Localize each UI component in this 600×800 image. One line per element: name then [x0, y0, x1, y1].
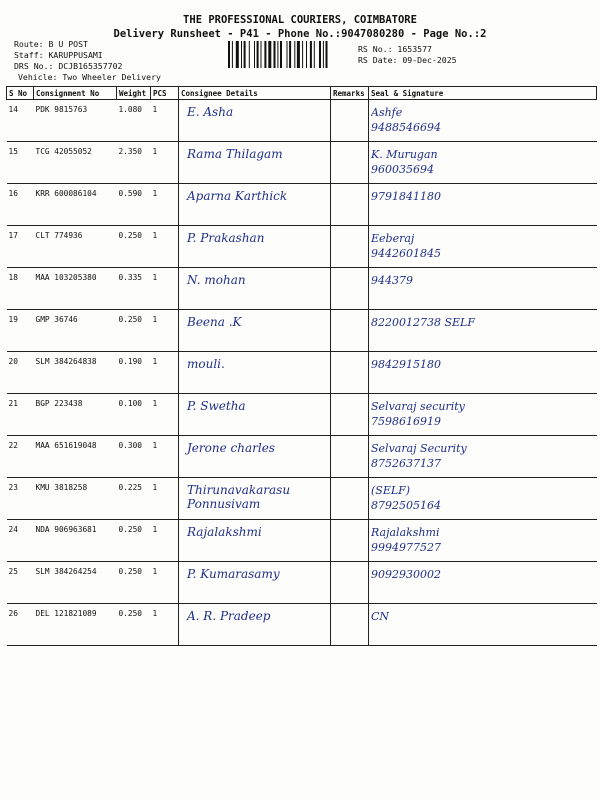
barcode-bar	[261, 41, 262, 68]
barcode-bar	[232, 41, 233, 68]
signature-phone: 8792505164	[371, 499, 441, 512]
row-consignee-details	[179, 268, 331, 310]
col-weight: Weight	[117, 87, 151, 100]
col-sno: S No	[7, 87, 34, 100]
consignee-name: Aparna Karthick	[187, 189, 288, 203]
barcode-bar	[326, 41, 328, 68]
row-consignee-details	[179, 310, 331, 352]
consignee-name: A. R. Pradeep	[187, 609, 271, 623]
row-weight: 0.250	[117, 520, 151, 562]
row-sno: 18	[7, 268, 34, 310]
row-pcs: 1	[151, 184, 179, 226]
barcode-bar	[236, 41, 239, 68]
row-pcs: 1	[151, 268, 179, 310]
drs-number: DRS No.: DCJB165357702	[14, 61, 123, 71]
barcode-bar	[314, 41, 315, 68]
row-remarks	[331, 100, 369, 142]
table-row	[7, 142, 597, 184]
col-remarks: Remarks	[331, 87, 369, 100]
barcode-bar	[268, 41, 271, 68]
signature-phone: 9842915180	[371, 358, 441, 371]
row-seal-signature	[369, 268, 597, 310]
barcode-bar	[264, 41, 266, 68]
row-sno: 15	[7, 142, 34, 184]
row-consignment-no: KRR 600086104	[34, 184, 117, 226]
row-consignee-details	[179, 352, 331, 394]
table-row	[7, 268, 597, 310]
row-pcs: 1	[151, 478, 179, 520]
row-sno: 14	[7, 100, 34, 142]
row-weight: 0.225	[117, 478, 151, 520]
consignee-name: Rajalakshmi	[187, 525, 262, 539]
consignee-name: P. Swetha	[187, 399, 246, 413]
row-sno: 21	[7, 394, 34, 436]
barcode-bar	[254, 41, 255, 68]
row-consignment-no: KMU 3818258	[34, 478, 117, 520]
signature-text: K. Murugan	[371, 148, 438, 161]
consignee-name: Thirunavakarasu Ponnusivam	[187, 483, 291, 511]
row-sno: 16	[7, 184, 34, 226]
row-pcs: 1	[151, 436, 179, 478]
row-weight: 0.250	[117, 226, 151, 268]
staff-label: Staff: KARUPPUSAMI	[14, 50, 103, 60]
row-remarks	[331, 142, 369, 184]
row-consignment-no: SLM 384264838	[34, 352, 117, 394]
signature-text: (SELF)	[371, 484, 411, 497]
row-remarks	[331, 352, 369, 394]
row-consignment-no: GMP 36746	[34, 310, 117, 352]
row-seal-signature	[369, 142, 597, 184]
row-weight: 1.080	[117, 100, 151, 142]
row-sno: 17	[7, 226, 34, 268]
barcode-bar	[274, 41, 276, 68]
row-seal-signature	[369, 310, 597, 352]
table-row	[7, 184, 597, 226]
consignee-name: Rama Thilagam	[187, 147, 283, 161]
row-weight: 2.350	[117, 142, 151, 184]
barcode-bar	[297, 41, 300, 68]
barcode-bar	[280, 41, 282, 68]
row-consignee-details	[179, 100, 331, 142]
row-pcs: 1	[151, 142, 179, 184]
consignee-name: Jerone charles	[187, 441, 275, 455]
consignee-name: Beena .K	[187, 315, 242, 329]
table-row	[7, 226, 597, 268]
col-seal-signature: Seal & Signature	[369, 87, 597, 100]
row-remarks	[331, 310, 369, 352]
row-remarks	[331, 520, 369, 562]
col-pcs: PCS	[151, 87, 179, 100]
signature-phone: 9791841180	[371, 190, 441, 203]
barcode-bar	[306, 41, 307, 68]
row-weight: 0.250	[117, 310, 151, 352]
runsheet-subtitle: Delivery Runsheet - P41 - Phone No.:9047080280 - Page No.:2	[113, 28, 487, 40]
table-header-row	[7, 87, 597, 100]
barcode-bar	[319, 41, 321, 68]
row-consignee-details	[179, 562, 331, 604]
barcode-bar	[289, 41, 291, 68]
table-row	[7, 520, 597, 562]
row-seal-signature	[369, 184, 597, 226]
signature-phone: 9442601845	[371, 247, 441, 260]
route-label: Route: B U POST	[14, 39, 88, 49]
table-row	[7, 604, 597, 646]
barcode-bar	[241, 41, 242, 68]
signature-phone: 9488546694	[371, 121, 441, 134]
barcode-bar	[249, 41, 250, 68]
signature-text: Selvaraj security	[371, 400, 465, 413]
row-consignment-no: SLM 384264254	[34, 562, 117, 604]
row-pcs: 1	[151, 310, 179, 352]
signature-text: 8220012738 SELF	[371, 316, 475, 329]
row-consignment-no: CLT 774936	[34, 226, 117, 268]
row-remarks	[331, 394, 369, 436]
barcode-image	[228, 41, 354, 68]
row-sno: 26	[7, 604, 34, 646]
table-row	[7, 478, 597, 520]
row-sno: 25	[7, 562, 34, 604]
row-sno: 20	[7, 352, 34, 394]
row-consignment-no: BGP 223438	[34, 394, 117, 436]
barcode-bar	[257, 41, 259, 68]
row-pcs: 1	[151, 604, 179, 646]
row-sno: 23	[7, 478, 34, 520]
signature-text: Selvaraj Security	[371, 442, 467, 455]
row-seal-signature	[369, 352, 597, 394]
table-row	[7, 100, 597, 142]
row-seal-signature	[369, 562, 597, 604]
row-weight: 0.100	[117, 394, 151, 436]
table-row	[7, 310, 597, 352]
row-weight: 0.250	[117, 604, 151, 646]
signature-phone: 960035694	[371, 163, 434, 176]
row-consignee-details	[179, 226, 331, 268]
row-weight: 0.590	[117, 184, 151, 226]
row-weight: 0.300	[117, 436, 151, 478]
row-remarks	[331, 268, 369, 310]
signature-phone: 7598616919	[371, 415, 441, 428]
row-pcs: 1	[151, 394, 179, 436]
signature-text: Rajalakshmi	[371, 526, 440, 539]
signature-phone: 9994977527	[371, 541, 441, 554]
signature-text: Ashfe	[371, 106, 403, 119]
signature-text: CN	[371, 610, 390, 623]
consignee-name: P. Prakashan	[187, 231, 265, 245]
consignee-name: P. Kumarasamy	[187, 567, 280, 581]
row-consignee-details	[179, 142, 331, 184]
row-remarks	[331, 436, 369, 478]
row-seal-signature	[369, 394, 597, 436]
rs-date: RS Date: 09-Dec-2025	[358, 55, 457, 65]
signature-phone: 9092930002	[371, 568, 441, 581]
row-consignee-details	[179, 184, 331, 226]
row-consignment-no: PDK 9815763	[34, 100, 117, 142]
row-sno: 24	[7, 520, 34, 562]
row-seal-signature	[369, 100, 597, 142]
row-sno: 19	[7, 310, 34, 352]
signature-phone: 944379	[371, 274, 413, 287]
row-seal-signature	[369, 436, 597, 478]
barcode-bar	[294, 41, 295, 68]
barcode-bar	[277, 41, 278, 68]
row-pcs: 1	[151, 352, 179, 394]
barcode-bar	[244, 41, 246, 68]
row-seal-signature	[369, 478, 597, 520]
row-pcs: 1	[151, 100, 179, 142]
consignee-name: N. mohan	[187, 273, 246, 287]
row-consignee-details	[179, 478, 331, 520]
row-remarks	[331, 562, 369, 604]
row-remarks	[331, 604, 369, 646]
row-consignee-details	[179, 604, 331, 646]
table-row	[7, 394, 597, 436]
col-consignment: Consignment No	[34, 87, 117, 100]
row-seal-signature	[369, 520, 597, 562]
row-consignment-no: MAA 651619048	[34, 436, 117, 478]
barcode-bar	[287, 41, 288, 68]
row-sno: 22	[7, 436, 34, 478]
col-consignee-details: Consignee Details	[179, 87, 331, 100]
row-pcs: 1	[151, 226, 179, 268]
runsheet-title: THE PROFESSIONAL COURIERS, COIMBATORE	[183, 14, 417, 26]
row-consignment-no: TCG 42055052	[34, 142, 117, 184]
consignee-name: E. Asha	[187, 105, 234, 119]
row-seal-signature	[369, 226, 597, 268]
signature-phone: 8752637137	[371, 457, 441, 470]
row-remarks	[331, 184, 369, 226]
row-weight: 0.250	[117, 562, 151, 604]
table-row	[7, 436, 597, 478]
row-consignment-no: NDA 906963681	[34, 520, 117, 562]
barcode-bar	[323, 41, 324, 68]
barcode-bar	[228, 41, 230, 68]
row-pcs: 1	[151, 520, 179, 562]
row-seal-signature	[369, 604, 597, 646]
row-remarks	[331, 478, 369, 520]
runsheet-table	[6, 86, 597, 646]
row-consignee-details	[179, 436, 331, 478]
consignee-name: mouli.	[187, 357, 225, 371]
row-consignment-no: DEL 121821089	[34, 604, 117, 646]
signature-text: Eeberaj	[371, 232, 415, 245]
rs-number: RS No.: 1653577	[358, 44, 432, 54]
row-weight: 0.190	[117, 352, 151, 394]
row-consignee-details	[179, 394, 331, 436]
table-row	[7, 562, 597, 604]
row-remarks	[331, 226, 369, 268]
row-consignment-no: MAA 103205380	[34, 268, 117, 310]
row-pcs: 1	[151, 562, 179, 604]
table-row	[7, 352, 597, 394]
row-weight: 0.335	[117, 268, 151, 310]
row-consignee-details	[179, 520, 331, 562]
barcode-bar	[302, 41, 303, 68]
barcode-bar	[310, 41, 312, 68]
vehicle-label: Vehicle: Two Wheeler Delivery	[18, 72, 161, 82]
